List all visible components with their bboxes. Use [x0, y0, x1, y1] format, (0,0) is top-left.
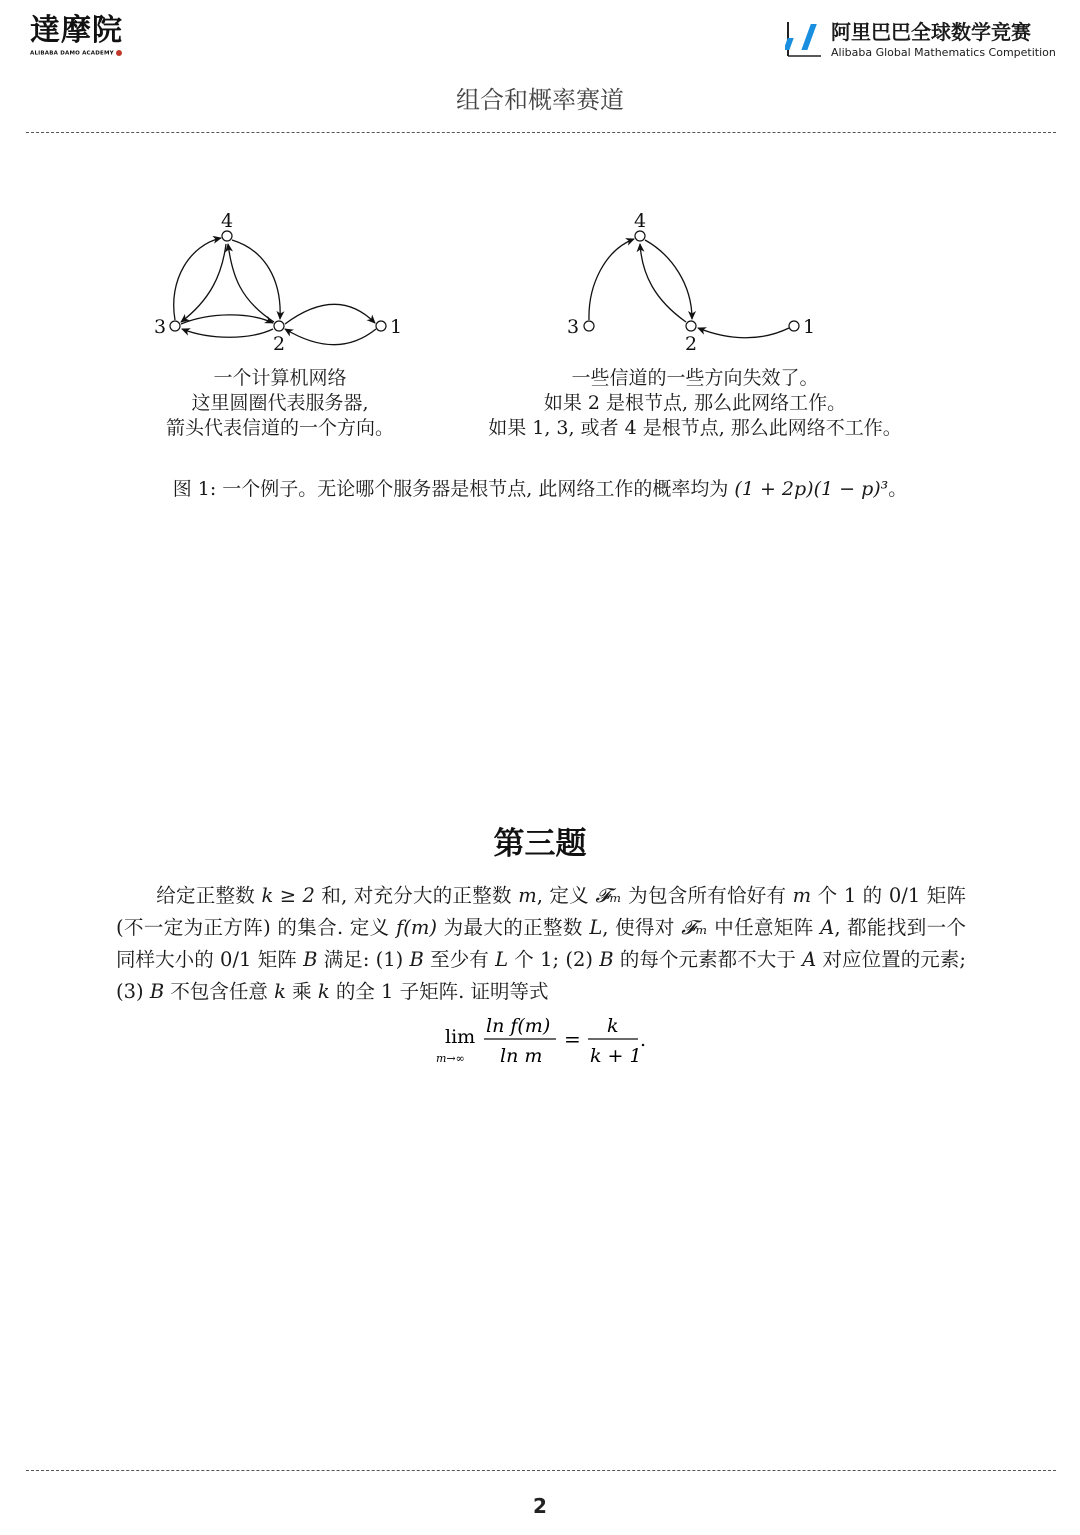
footer-divider [26, 1470, 1056, 1471]
math-run: B [303, 948, 318, 971]
edge-2-to-4 [640, 244, 686, 322]
node-label: 3 [567, 316, 580, 338]
text-run: , 定义 [536, 884, 596, 907]
server-node-2 [274, 321, 284, 331]
math-run: B [149, 980, 165, 1003]
left-subcaption [130, 366, 430, 441]
node-label: 4 [634, 210, 647, 232]
caption-line: 一个计算机网络 [213, 367, 347, 389]
formula-lim-sub: m→∞ [436, 1052, 465, 1065]
right-network-graph [567, 210, 815, 355]
math-run: m [792, 884, 812, 907]
figure-caption [0, 474, 1080, 501]
text-run: 给定正整数 [156, 884, 262, 907]
formula-equals: = [564, 1027, 581, 1051]
node-label: 3 [154, 316, 167, 338]
text-run: , 都能找到一个同样大小的 0/1 矩阵 [116, 916, 966, 971]
formula-numerator-right: k [607, 1015, 619, 1037]
left-network-graph [154, 210, 402, 355]
limit-formula [0, 1010, 1080, 1070]
text-run: 至少有 [423, 948, 496, 971]
edge-3-to-2 [181, 315, 273, 324]
text-run: 不包含任意 [164, 980, 275, 1003]
math-run: f(m) [396, 916, 438, 939]
competition-logo-en: Alibaba Global Mathematics Competition [831, 46, 1056, 59]
text-run: 乘 [285, 980, 318, 1003]
formula-numerator-left: ln f(m) [486, 1015, 551, 1037]
formula-lim: lim [445, 1026, 476, 1048]
math-run: L [495, 948, 509, 971]
damo-academy-logo [30, 14, 140, 64]
figure-caption-formula: (1 + 2p)(1 − p)³ [734, 478, 889, 500]
server-node-4 [222, 231, 232, 241]
competition-mark-icon [785, 18, 823, 58]
text-run: 对应位置的元素; (3) [116, 948, 966, 1003]
node-label: 1 [390, 316, 403, 338]
caption-line: 如果 2 是根节点, 那么此网络工作。 [543, 392, 847, 414]
problem-title: 第三题 [493, 826, 587, 862]
caption-line: 箭头代表信道的一个方向。 [165, 417, 394, 439]
text-run: 中任意矩阵 [707, 916, 821, 939]
node-label: 1 [803, 316, 816, 338]
math-run: 𝓕ₘ [681, 916, 708, 939]
math-run: k [317, 980, 330, 1003]
caption-line: 如果 1, 3, 或者 4 是根节点, 那么此网络不工作。 [488, 417, 902, 439]
node-label: 2 [685, 333, 698, 355]
network-figures [0, 200, 1080, 360]
server-node-2 [686, 321, 696, 331]
damo-logo-cn: 達摩院 [30, 13, 123, 48]
text-run: 满足: (1) [317, 948, 410, 971]
text-run: 的每个元素都不大于 [613, 948, 803, 971]
formula-period: . [640, 1029, 647, 1051]
server-node-4 [635, 231, 645, 241]
header-divider [26, 132, 1056, 133]
figure-caption-end: 。 [888, 478, 908, 500]
seal-icon [116, 50, 122, 56]
damo-logo-en [30, 50, 140, 57]
problem-statement [116, 880, 966, 1008]
edge-2-to-3 [182, 329, 273, 337]
text-run: 个 1; (2) [508, 948, 600, 971]
formula-denominator-right: k + 1 [590, 1045, 642, 1067]
right-subcaption [440, 366, 950, 441]
math-run: k [274, 980, 286, 1003]
caption-line: 一些信道的一些方向失效了。 [571, 367, 819, 389]
edge-1-to-2 [698, 328, 789, 338]
text-run: 为最大的正整数 [437, 916, 590, 939]
competition-logo-cn: 阿里巴巴全球数学竞赛 [831, 20, 1031, 44]
caption-line: 这里圆圈代表服务器, [191, 392, 369, 414]
text-run: 和, 对充分大的正整数 [314, 884, 519, 907]
node-label: 4 [221, 210, 234, 232]
edge-3-to-4 [589, 239, 634, 320]
math-run: A [802, 948, 817, 971]
damo-logo-en-text: ALIBABA DAMO ACADEMY [30, 50, 114, 57]
track-title: 组合和概率赛道 [456, 86, 624, 114]
page-number: 2 [533, 1494, 547, 1518]
math-run: B [599, 948, 614, 971]
server-node-1 [376, 321, 386, 331]
server-node-3 [584, 321, 594, 331]
text-run: , 使得对 [602, 916, 682, 939]
competition-logo [785, 16, 1065, 62]
math-run: A [820, 916, 835, 939]
edge-2-to-1 [285, 304, 375, 324]
server-node-3 [170, 321, 180, 331]
math-run: m [518, 884, 537, 907]
edge-2-to-4 [228, 244, 274, 322]
server-node-1 [789, 321, 799, 331]
text-run: 的全 1 子矩阵. 证明等式 [329, 980, 549, 1003]
edge-4-to-3 [181, 244, 226, 322]
math-run: B [409, 948, 424, 971]
formula-denominator-left: ln m [500, 1045, 543, 1067]
math-run: 𝓕ₘ [595, 884, 622, 907]
math-run: L [589, 916, 603, 939]
figure-caption-text: 图 1: 一个例子。无论哪个服务器是根节点, 此网络工作的概率均为 [172, 478, 735, 500]
text-run: 个 1 的 0/1 矩阵 (不一定为正方阵) 的集合. 定义 [116, 884, 966, 939]
edge-1-to-2 [285, 329, 376, 345]
node-label: 2 [273, 333, 286, 355]
math-run: k ≥ 2 [261, 884, 315, 907]
text-run: 为包含所有恰好有 [621, 884, 793, 907]
